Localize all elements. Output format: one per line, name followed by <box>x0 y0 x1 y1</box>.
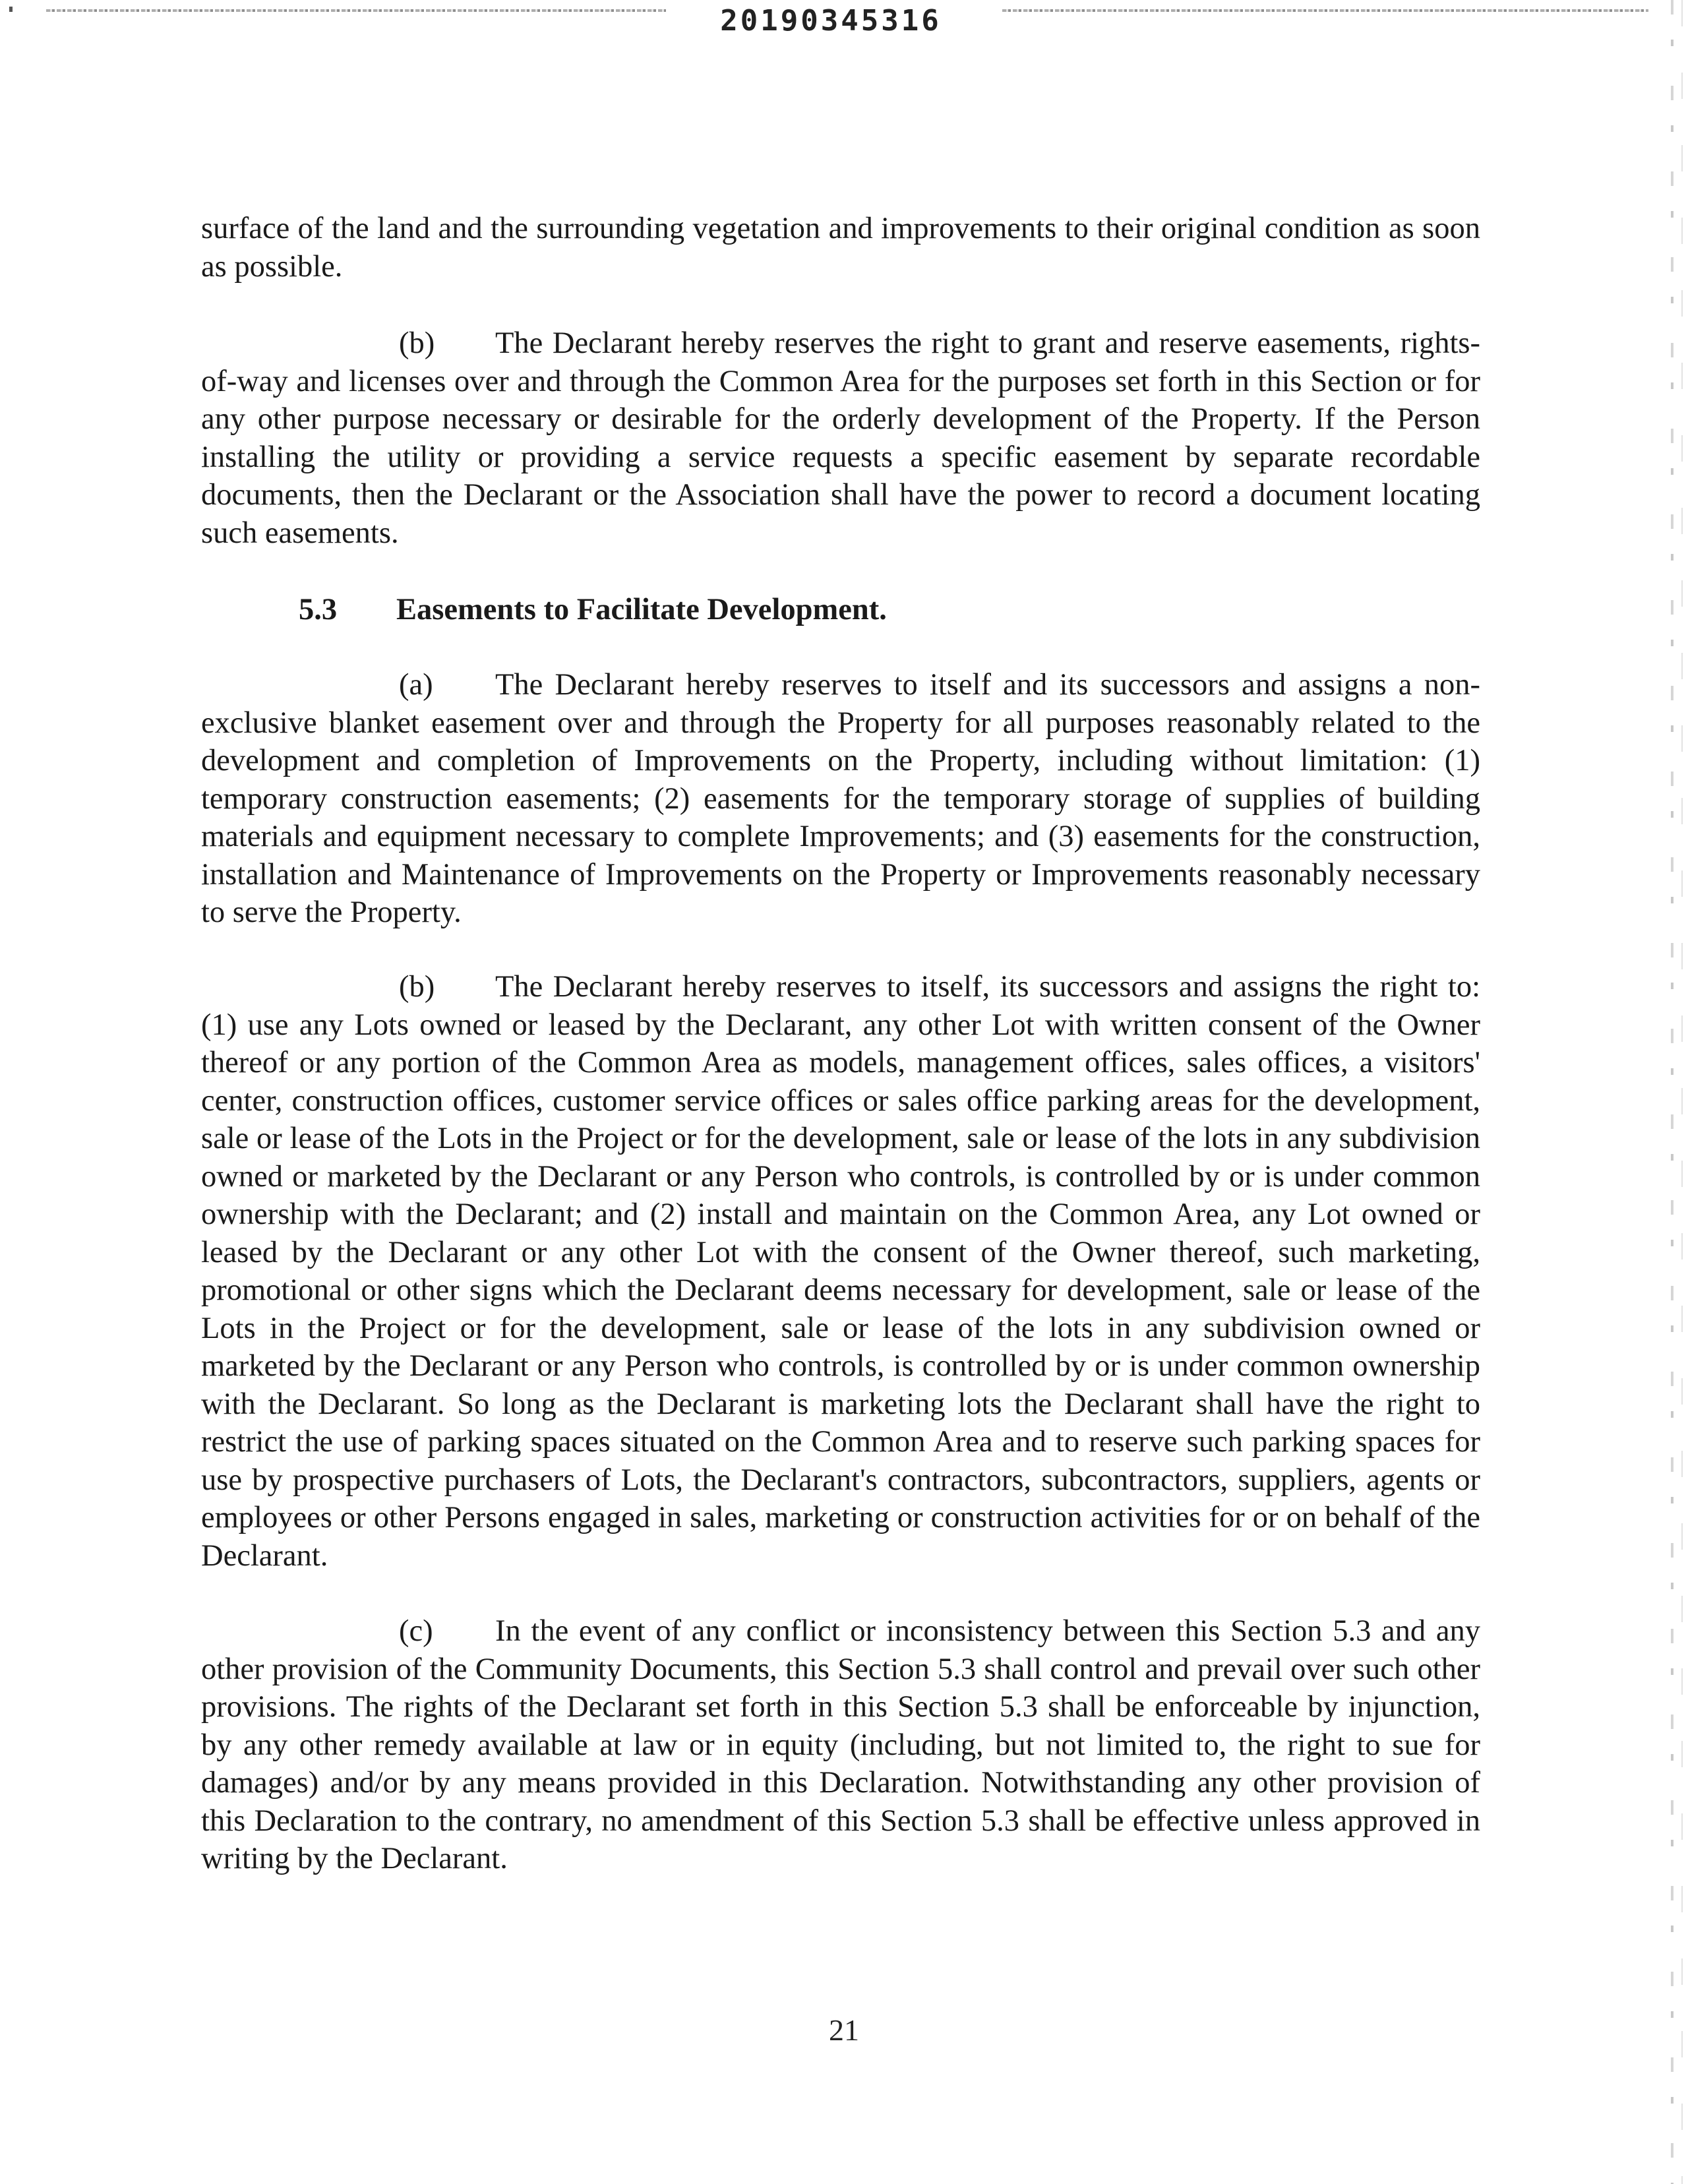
paragraph-text: The Declarant hereby reserves to itself, its successors and assigns the right to: (1) use any Lots owned or leased by the Declarant, any other Lot with written consent of the Owner thereof or any portion of the Common Area as models, management offices, sales offices, a visitors' center, construction offices, customer service offices or sales office parking areas for the development, sale or lease of the Lots in the Project or for the development, sale or lease of the lots in any subdivision owned or marketed by the Declarant or any Person who controls, is controlled by or is under common ownership with the Declarant; and (2) install and maintain on the Common Area, any Lot owned or leased by the Declarant or any other Lot with the consent of the Owner thereof, such marketing, promotional or other signs which the Declarant deems necessary for development, sale or lease of the Lots in the Project or for the development, sale or lease of the lots in any subdivision owned or marketed by the Declarant or any Person who controls, is controlled by or is under common ownership with the Declarant. So long as the Declarant is marketing lots the Declarant shall have the right to restrict the use of parking spaces situated on the Common Area and to reserve such parking spaces for use by prospective purchasers of Lots, the Declarant's contractors, subcontractors, suppliers, agents or employees or other Persons engaged in sales, marketing or construction activities for or on behalf of the Declarant. <box>201 970 1480 1573</box>
scan-artifact-right-edge-2 <box>1681 0 1683 2184</box>
paragraph-5-3-a <box>201 666 1480 932</box>
paragraph-label: (c) <box>399 1614 433 1648</box>
section-number: 5.3 <box>299 593 338 626</box>
paragraph-text: In the event of any conflict or inconsistency between this Section 5.3 and any other provision of the Community Documents, this Section 5.3 shall control and prevail over such other provisions. The rights of the Declarant set forth in this Section 5.3 shall be enforceable by injunction, by any other remedy available at law or in equity (including, but not limited to, the right to sue for damages) and/or by any means provided in this Declaration. Notwithstanding any other provision of this Declaration to the contrary, no amendment of this Section 5.3 shall be effective unless approved in writing by the Declarant. <box>201 1614 1480 1875</box>
paragraph-5-3-c <box>201 1612 1480 1878</box>
paragraph-label: (b) <box>399 326 435 360</box>
paragraph-label: (b) <box>399 970 435 1004</box>
paragraph-label: (a) <box>399 668 433 702</box>
section-heading-5-3 <box>299 591 887 629</box>
document-number: 20190345316 <box>720 4 942 38</box>
page-number: 21 <box>829 2013 859 2047</box>
paragraph-text: The Declarant hereby reserves the right to grant and reserve easements, rights-of-way and licenses over and through the Common Area for the purposes set forth in this Section or for any other purpose necessary or desirable for the orderly development of the Property. If the Person installing the utility or providing a service requests a specific easement by separate recordable documents, then the Declarant or the Association shall have the power to record a document locating such easements. <box>201 326 1480 550</box>
paragraph-5-2-b <box>201 324 1480 552</box>
paragraph-5-3-b <box>201 968 1480 1575</box>
scan-artifact-right-edge <box>1671 0 1673 2184</box>
continuation-paragraph: surface of the land and the surrounding vegetation and improvements to their original condition as soon as possible. <box>201 212 1480 284</box>
paragraph-text: The Declarant hereby reserves to itself and its successors and assigns a non-exclusive blanket easement over and through the Property for all purposes reasonably related to the development and completion of Improvements on the Property, including without limitation: (1) temporary construction easements; (2) easements for the temporary storage of supplies of building materials and equipment necessary to complete Improvements; and (3) easements for the construction, installation and Maintenance of Improvements on the Property or Improvements reasonably necessary to serve the Property. <box>201 668 1480 929</box>
section-title: Easements to Facilitate Development. <box>396 593 887 626</box>
